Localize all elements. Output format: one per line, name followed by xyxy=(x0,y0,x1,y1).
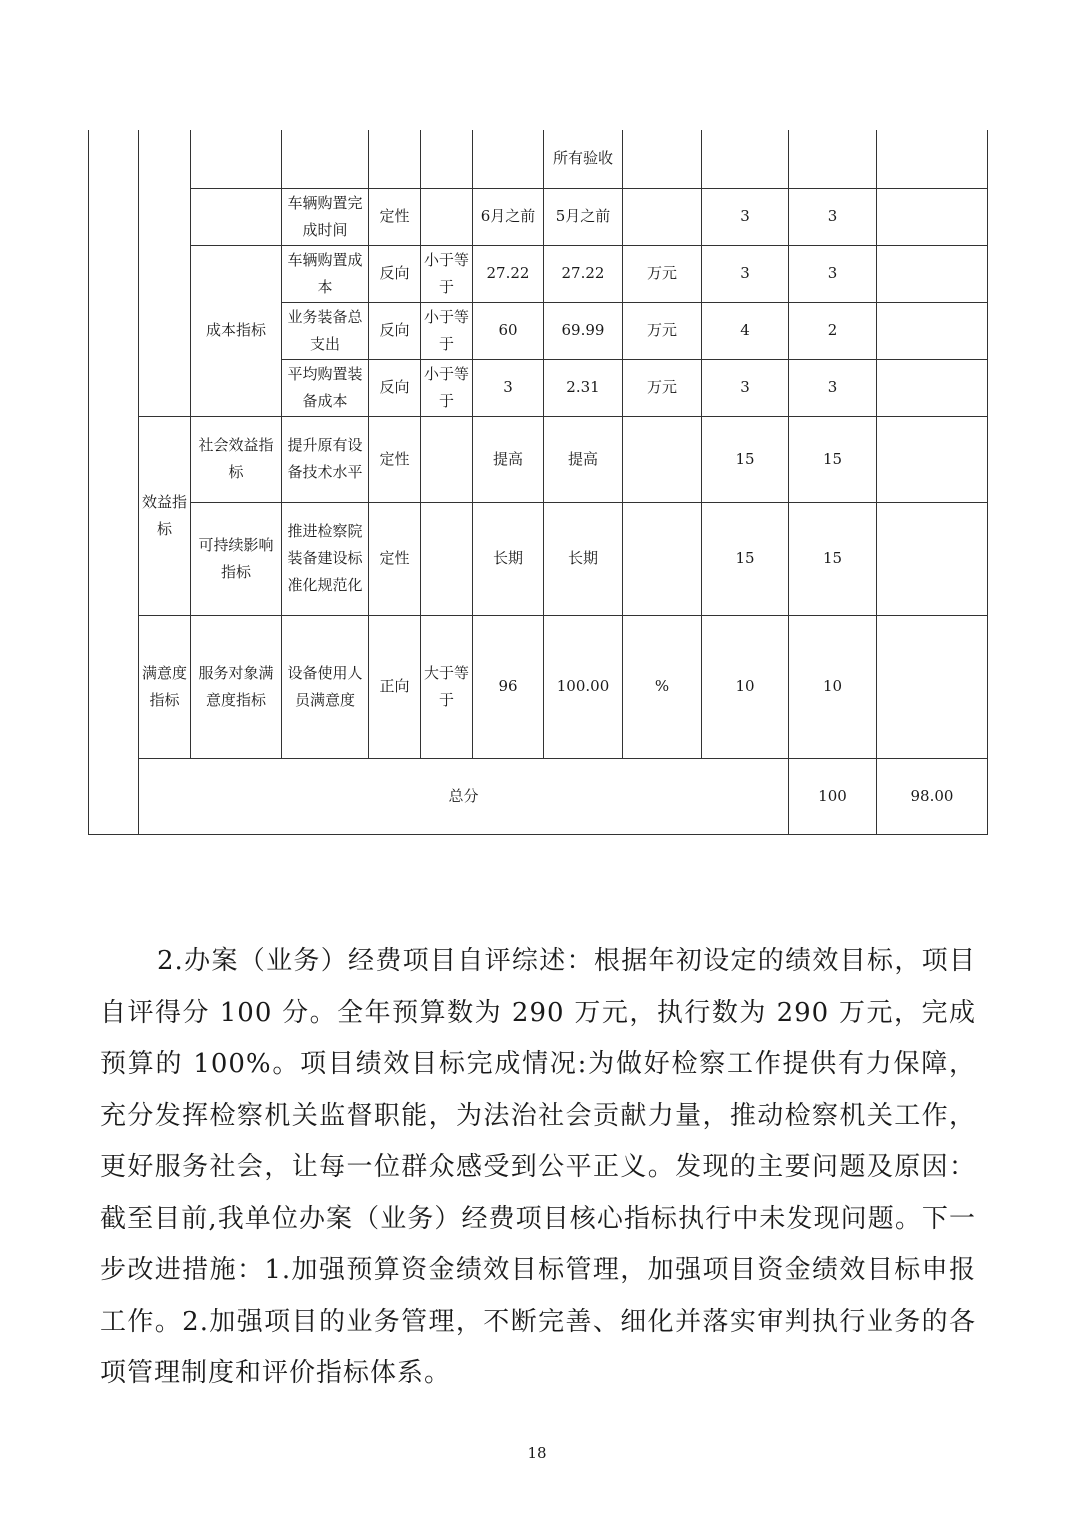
unit-cell xyxy=(623,502,702,615)
operator-cell: 大于等于 xyxy=(421,615,473,758)
target-cell: 长期 xyxy=(473,502,544,615)
operator-cell xyxy=(421,130,473,188)
weight-cell: 3 xyxy=(702,245,789,302)
page-number: 18 xyxy=(527,1444,547,1462)
target-cell: 27.22 xyxy=(473,245,544,302)
nature-cell: 反向 xyxy=(369,245,421,302)
actual-cell: 提高 xyxy=(544,416,623,502)
weight-cell xyxy=(702,130,789,188)
score-cell: 2 xyxy=(789,302,877,359)
nature-cell: 定性 xyxy=(369,502,421,615)
weight-cell: 3 xyxy=(702,359,789,416)
unit-cell: 万元 xyxy=(623,245,702,302)
secondary-indicator-cell: 可持续影响指标 xyxy=(191,502,282,615)
operator-cell xyxy=(421,502,473,615)
total-score: 98.00 xyxy=(877,758,988,834)
score-cell: 10 xyxy=(789,615,877,758)
benefit-indicator-label: 效益指标 xyxy=(139,416,191,615)
indicator-cell xyxy=(282,130,369,188)
table-row xyxy=(89,188,988,245)
remark-cell xyxy=(877,359,988,416)
unit-cell: 万元 xyxy=(623,359,702,416)
operator-cell xyxy=(421,416,473,502)
remark-cell xyxy=(877,245,988,302)
operator-cell: 小于等于 xyxy=(421,245,473,302)
target-cell xyxy=(473,130,544,188)
unit-cell: % xyxy=(623,615,702,758)
indicator-cell: 车辆购置完成时间 xyxy=(282,188,369,245)
operator-cell: 小于等于 xyxy=(421,302,473,359)
total-label: 总分 xyxy=(139,758,789,834)
remark-cell xyxy=(877,502,988,615)
total-weight: 100 xyxy=(789,758,877,834)
nature-cell: 正向 xyxy=(369,615,421,758)
level1-cell xyxy=(89,130,139,834)
nature-cell: 定性 xyxy=(369,188,421,245)
level3-cell xyxy=(191,188,282,245)
actual-cell: 69.99 xyxy=(544,302,623,359)
actual-cell: 5月之前 xyxy=(544,188,623,245)
weight-cell: 10 xyxy=(702,615,789,758)
remark-cell xyxy=(877,416,988,502)
remark-cell xyxy=(877,188,988,245)
actual-cell: 27.22 xyxy=(544,245,623,302)
nature-cell xyxy=(369,130,421,188)
table-row xyxy=(89,245,988,302)
indicator-cell: 提升原有设备技术水平 xyxy=(282,416,369,502)
cost-indicator-label: 成本指标 xyxy=(191,245,282,416)
operator-cell: 小于等于 xyxy=(421,359,473,416)
actual-cell: 100.00 xyxy=(544,615,623,758)
unit-cell xyxy=(623,416,702,502)
target-cell: 3 xyxy=(473,359,544,416)
weight-cell: 15 xyxy=(702,502,789,615)
remark-cell xyxy=(877,130,988,188)
unit-cell xyxy=(623,188,702,245)
indicator-cell: 设备使用人员满意度 xyxy=(282,615,369,758)
nature-cell: 定性 xyxy=(369,416,421,502)
score-cell: 3 xyxy=(789,245,877,302)
table-row xyxy=(89,502,988,615)
table-row xyxy=(89,416,988,502)
nature-cell: 反向 xyxy=(369,359,421,416)
actual-cell: 2.31 xyxy=(544,359,623,416)
target-cell: 96 xyxy=(473,615,544,758)
weight-cell: 3 xyxy=(702,188,789,245)
score-cell: 15 xyxy=(789,502,877,615)
level3-cell xyxy=(191,130,282,188)
weight-cell: 4 xyxy=(702,302,789,359)
indicator-cell: 平均购置装备成本 xyxy=(282,359,369,416)
score-cell xyxy=(789,130,877,188)
actual-cell: 所有验收 xyxy=(544,130,623,188)
secondary-indicator-cell: 服务对象满意度指标 xyxy=(191,615,282,758)
secondary-indicator-cell: 社会效益指标 xyxy=(191,416,282,502)
weight-cell: 15 xyxy=(702,416,789,502)
target-cell: 60 xyxy=(473,302,544,359)
total-row xyxy=(89,758,988,834)
self-evaluation-paragraph: 2.办案（业务）经费项目自评综述：根据年初设定的绩效目标，项目自评得分 100 分。全年预算数为 290 万元，执行数为 290 万元，完成预算的 100%。项目绩效目标完成情况:为做好检察工作提供有力保障，充分发挥检察机关监督职能，为法治社会贡献力量，推动检察机关工作，更好服务社会，让每一位群众感受到公平正义。发现的主要问题及原因：截至目前,我单位办案（业务）经费项目核心指标执行中未发现问题。下一步改进措施：1.加强预算资金绩效目标管理，加强项目资金绩效目标申报工作。2.加强项目的业务管理，不断完善、细化并落实审判执行业务的各项管理制度和评价指标体系。 xyxy=(100,946,976,1388)
table-row xyxy=(89,615,988,758)
operator-cell xyxy=(421,188,473,245)
target-cell: 提高 xyxy=(473,416,544,502)
indicator-cell: 车辆购置成本 xyxy=(282,245,369,302)
satisfaction-indicator-label: 满意度指标 xyxy=(139,615,191,758)
target-cell: 6月之前 xyxy=(473,188,544,245)
actual-cell: 长期 xyxy=(544,502,623,615)
table-row xyxy=(89,130,988,188)
remark-cell xyxy=(877,302,988,359)
score-cell: 3 xyxy=(789,359,877,416)
level2-cell-output xyxy=(139,130,191,416)
indicator-cell: 推进检察院装备建设标准化规范化 xyxy=(282,502,369,615)
unit-cell: 万元 xyxy=(623,302,702,359)
indicator-cell: 业务装备总支出 xyxy=(282,302,369,359)
score-cell: 3 xyxy=(789,188,877,245)
unit-cell xyxy=(623,130,702,188)
remark-cell xyxy=(877,615,988,758)
score-cell: 15 xyxy=(789,416,877,502)
performance-table xyxy=(88,130,988,835)
nature-cell: 反向 xyxy=(369,302,421,359)
